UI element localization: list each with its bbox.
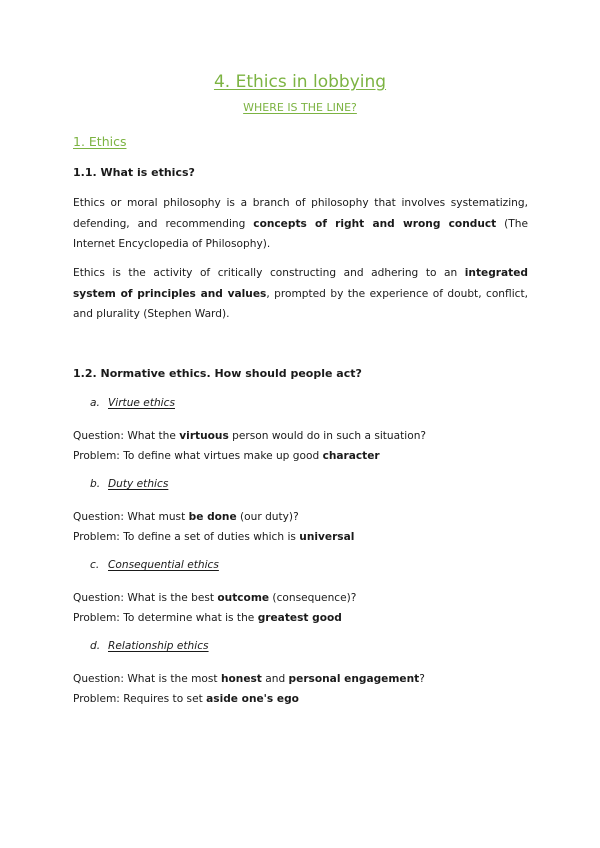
question-text: Question: What is the best [73, 592, 218, 604]
problem-bold: universal [299, 531, 355, 543]
question-bold: honest [220, 673, 262, 685]
question-bold: be done [188, 511, 237, 523]
list-label: Duty ethics [108, 478, 169, 490]
list-marker: b. [90, 478, 101, 490]
problem-bold: greatest good [257, 612, 342, 624]
paragraph-text: Ethics or moral philosophy is a branch of philosophy that involves systematizing, defending, and recommending [73, 197, 528, 230]
problem-line [73, 689, 425, 709]
paragraph-text: Ethics is the activity of critically constructing and adhering to an [73, 267, 465, 279]
qa-block-relationship-ethics [73, 669, 425, 709]
subheading-normative-ethics: 1.2. Normative ethics. How should people act? [73, 367, 362, 380]
question-text: (our duty)? [236, 511, 299, 523]
qa-block-duty-ethics [73, 507, 354, 547]
question-text: ? [419, 673, 425, 685]
question-bold: virtuous [179, 430, 229, 442]
problem-line [73, 527, 354, 547]
question-text: (consequence)? [269, 592, 357, 604]
list-label: Relationship ethics [108, 640, 209, 652]
list-item-consequential-ethics [90, 559, 219, 571]
paragraph-bold-text: integrated system of principles and values [73, 267, 528, 300]
question-text: Question: What is the most [73, 673, 221, 685]
list-label: Virtue ethics [108, 397, 175, 409]
question-bold: personal engagement [288, 673, 420, 685]
list-marker: d. [90, 640, 101, 652]
list-item-virtue-ethics [90, 397, 175, 409]
list-label: Consequential ethics [108, 559, 219, 571]
qa-block-virtue-ethics [73, 426, 426, 466]
subheading-what-is-ethics: 1.1. What is ethics? [73, 166, 195, 179]
question-text: Question: What the [73, 430, 180, 442]
problem-bold: character [322, 450, 380, 462]
paragraph-definition-1 [73, 193, 528, 255]
document-subtitle: WHERE IS THE LINE? [243, 101, 357, 114]
list-marker: c. [90, 559, 100, 571]
problem-text: Problem: Requires to set [73, 693, 207, 705]
list-item-relationship-ethics [90, 640, 209, 652]
question-text: Question: What must [73, 511, 189, 523]
paragraph-text: , prompted by the experience of doubt, conflict, and plurality (Stephen Ward). [73, 287, 528, 320]
question-line [73, 507, 354, 527]
problem-bold: aside one's ego [206, 693, 299, 705]
question-line [73, 426, 426, 446]
problem-line [73, 446, 426, 466]
question-line [73, 669, 425, 689]
document-title: 4. Ethics in lobbying [213, 72, 387, 92]
list-marker: a. [90, 397, 100, 409]
question-line [73, 588, 356, 608]
question-text: person would do in such a situation? [228, 430, 427, 442]
paragraph-bold-text: concepts of right and wrong conduct [253, 217, 497, 230]
problem-text: Problem: To determine what is the [73, 612, 258, 624]
problem-text: Problem: To define a set of duties which is [73, 531, 300, 543]
paragraph-text: (The Internet Encyclopedia of Philosophy). [73, 217, 528, 250]
paragraph-definition-2 [73, 263, 528, 325]
problem-line [73, 608, 356, 628]
question-bold: outcome [217, 592, 270, 604]
question-text: and [261, 673, 289, 685]
qa-block-consequential-ethics [73, 588, 356, 628]
problem-text: Problem: To define what virtues make up good [73, 450, 323, 462]
section-heading-ethics: 1. Ethics [73, 134, 127, 149]
list-item-duty-ethics [90, 478, 168, 490]
